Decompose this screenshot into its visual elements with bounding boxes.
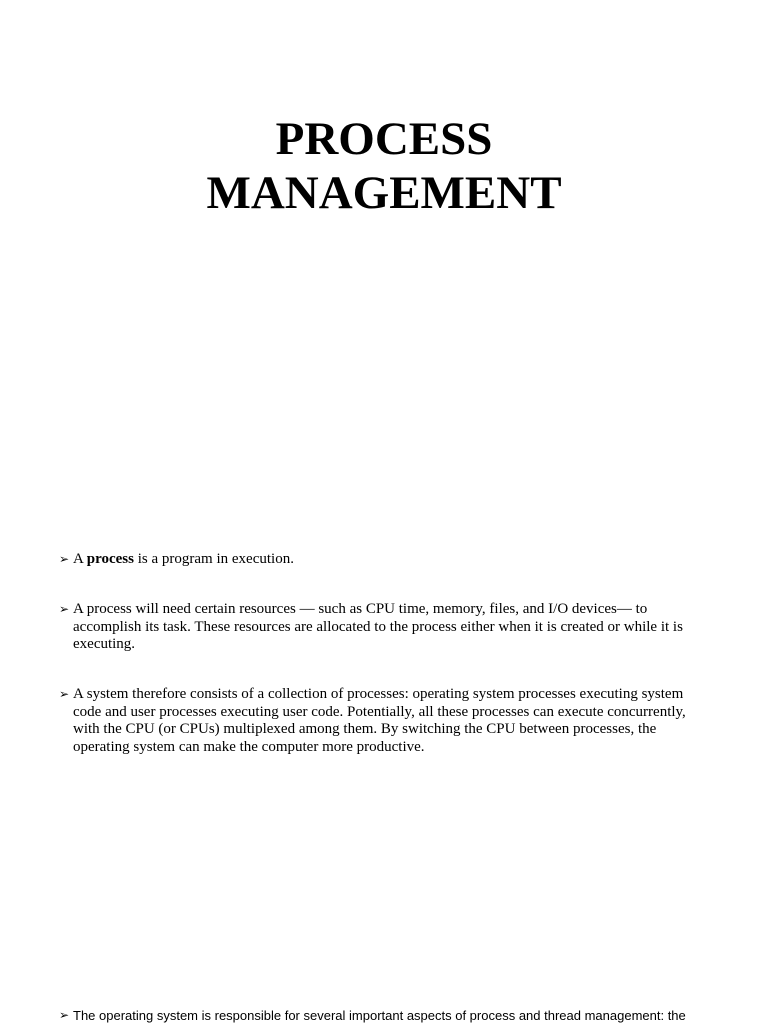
bullet-item bbox=[59, 1007, 709, 1024]
bullet-item bbox=[59, 551, 709, 569]
arrow-bullet-icon: ➢ bbox=[59, 602, 70, 616]
bullet-text bbox=[73, 551, 709, 569]
title-line-2: MANAGEMENT bbox=[206, 167, 562, 219]
arrow-bullet-icon: ➢ bbox=[59, 552, 70, 566]
arrow-bullet-icon: ➢ bbox=[59, 687, 70, 701]
arrow-bullet-icon: ➢ bbox=[59, 1008, 70, 1022]
bullet-item bbox=[59, 601, 709, 654]
bullet-item bbox=[59, 686, 709, 756]
page-title bbox=[0, 112, 768, 220]
bullet-text-suffix: is a program in execution. bbox=[134, 551, 294, 567]
bullet-text: A process will need certain resources — such as CPU time, memory, files, and I/O devices— to accomplish its task. These resources are allocated to the process either when it is created or while it is executing. bbox=[73, 601, 683, 652]
bullet-text: The operating system is responsible for several important aspects of process and thread management: the bbox=[73, 1008, 686, 1023]
bullet-bold-term: process bbox=[86, 551, 134, 567]
bullet-text: A system therefore consists of a collection of processes: operating system processes executing system code and user processes executing user code. Potentially, all these processes can execute concurrently, with the CPU (or CPUs) multiplexed among them. By switching the CPU between processes, the operating system can make the computer more productive. bbox=[73, 686, 686, 755]
title-line-1: PROCESS bbox=[275, 113, 493, 165]
bullet-text-prefix: A bbox=[73, 551, 87, 567]
